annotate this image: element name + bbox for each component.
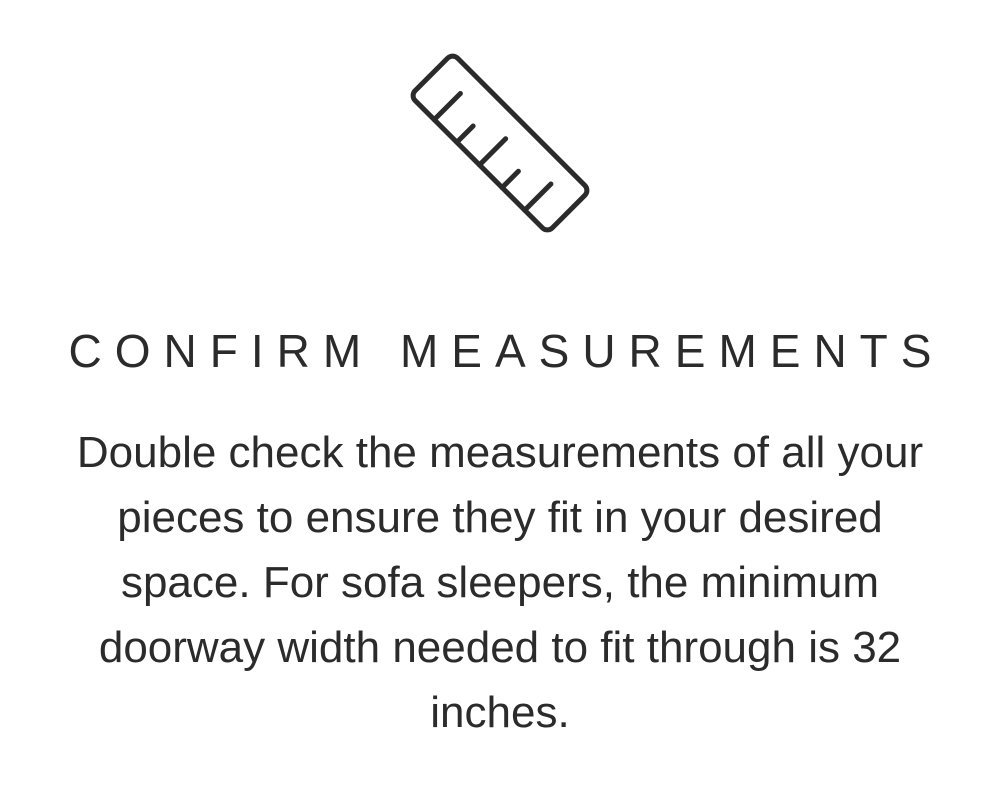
page-title: CONFIRM MEASUREMENTS [68, 325, 945, 377]
ruler-icon [385, 28, 615, 258]
ruler-icon-container [0, 18, 1000, 268]
description-text: Double check the measurements of all your pieces to ensure they fit in your desired space. For sofa sleepers, the minimum doorway width needed to fit through is 32 inches. [76, 428, 924, 738]
